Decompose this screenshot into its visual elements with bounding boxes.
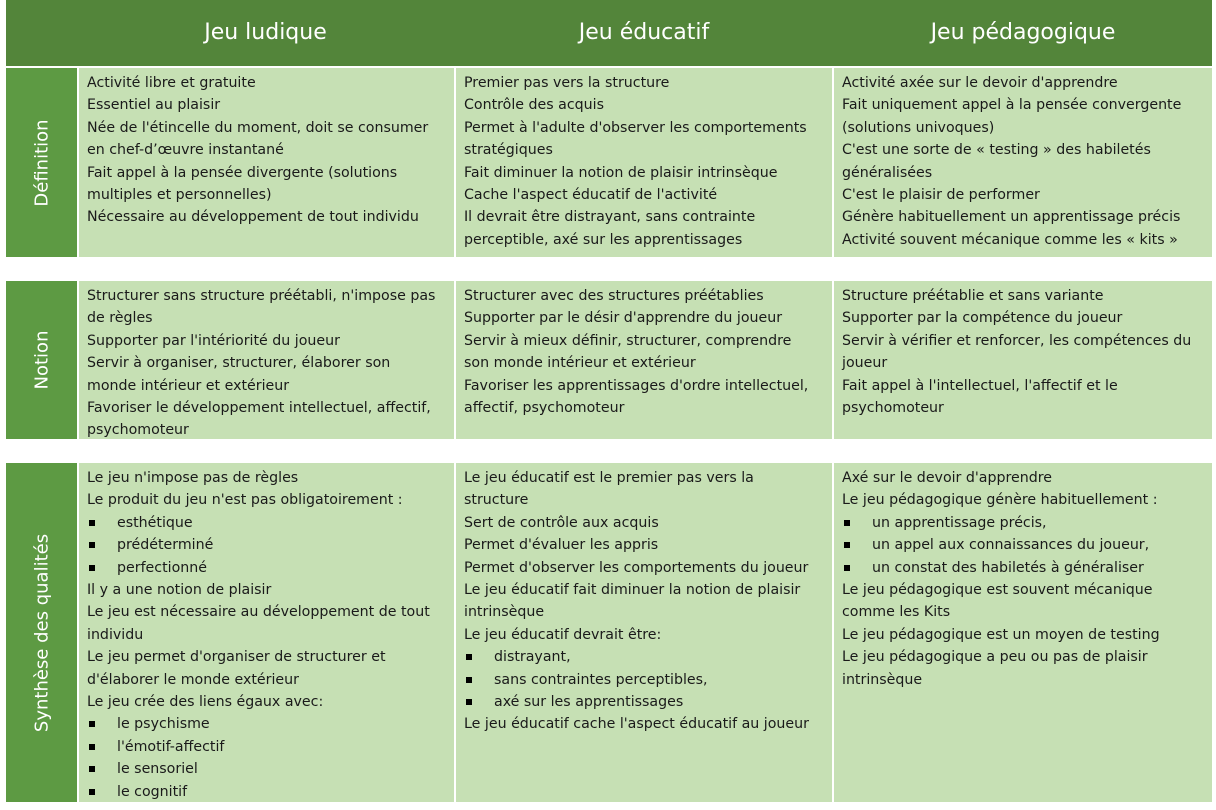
- text-line: Permet d'évaluer les appris: [464, 537, 659, 554]
- text-line: Le jeu pédagogique est souvent mécanique: [842, 582, 1153, 599]
- text-line: Le jeu pédagogique a peu ou pas de plaisir: [842, 649, 1148, 666]
- row-synthese: [6, 463, 1212, 802]
- header-jeu-pedagogique: Jeu pédagogique: [930, 20, 1116, 45]
- bullet-item: un appel aux connaissances du joueur,: [842, 534, 1206, 556]
- text-line: Génère habituellement un apprentissage précis: [842, 209, 1181, 226]
- text-line: Fait uniquement appel à la pensée convergente: [842, 97, 1182, 114]
- text-line: Supporter par le désir d'apprendre du joueur: [464, 310, 783, 327]
- text-line: Fait appel à l'intellectuel, l'affectif et le: [842, 377, 1118, 394]
- text-line: Structurer sans structure préétabli, n'impose pas: [87, 288, 436, 304]
- text-line: psychomoteur: [87, 422, 189, 439]
- text-line: Le produit du jeu n'est pas obligatoirement :: [87, 492, 403, 509]
- bullet-item: perfectionné: [87, 557, 448, 579]
- cell-definition-educatif: [456, 68, 832, 257]
- text-line: individu: [87, 626, 144, 643]
- bullet-item: un apprentissage précis,: [842, 512, 1206, 534]
- text-line: de règles: [87, 310, 153, 327]
- text-line: Favoriser le développement intellectuel, affectif,: [87, 400, 431, 417]
- cell-notion-ludique: [79, 281, 454, 439]
- header-jeu-educatif: Jeu éducatif: [578, 20, 710, 45]
- text-line: Née de l'étincelle du moment, doit se consumer: [87, 119, 429, 136]
- row-label-cell: [6, 463, 77, 802]
- text-line: d'élaborer le monde extérieur: [87, 671, 299, 688]
- row-definition: [6, 68, 1212, 257]
- text-line: son monde intérieur et extérieur: [464, 355, 696, 372]
- text-line: Servir à mieux définir, structurer, comprendre: [464, 332, 792, 349]
- text-line: Premier pas vers la structure: [464, 75, 670, 91]
- text-line: Servir à organiser, structurer, élaborer son: [87, 355, 391, 372]
- text-line: Le jeu éducatif devrait être:: [464, 626, 662, 643]
- bullet-item: le cognitif: [87, 781, 448, 803]
- text-line: Le jeu éducatif est le premier pas vers la: [464, 470, 754, 486]
- text-line: Permet à l'adulte d'observer les comportements: [464, 119, 807, 136]
- text-line: Essentiel au plaisir: [87, 97, 221, 114]
- row-label-cell: [6, 281, 77, 439]
- text-line: multiples et personnelles): [87, 187, 272, 204]
- bullet-item: l'émotif-affectif: [87, 736, 448, 758]
- text-line: Structure préétablie et sans variante: [842, 288, 1104, 304]
- text-line: généralisées: [842, 164, 933, 181]
- text-line: Le jeu est nécessaire au développement de tout: [87, 604, 430, 621]
- text-line: joueur: [842, 355, 888, 372]
- cell-notion-pedagogique: [834, 281, 1212, 439]
- text-line: Activité axée sur le devoir d'apprendre: [842, 75, 1118, 91]
- cell-definition-pedagogique: [834, 68, 1212, 257]
- cell-definition-ludique: [79, 68, 454, 257]
- text-line: Fait diminuer la notion de plaisir intrinsèque: [464, 164, 778, 181]
- cell-synthese-ludique: [79, 463, 454, 802]
- bullet-item: distrayant,: [464, 646, 826, 668]
- table-header: [6, 0, 1212, 66]
- row-label-cell: [6, 68, 77, 257]
- bullet-item: un constat des habiletés à généraliser: [842, 557, 1206, 579]
- text-line: affectif, psychomoteur: [464, 400, 625, 417]
- text-line: Il y a une notion de plaisir: [87, 582, 272, 599]
- text-line: psychomoteur: [842, 400, 944, 417]
- text-line: monde intérieur et extérieur: [87, 377, 290, 394]
- row-label: Notion: [31, 330, 52, 390]
- text-line: Activité souvent mécanique comme les « kits »: [842, 231, 1178, 248]
- text-line: Sert de contrôle aux acquis: [464, 514, 659, 531]
- text-line: Le jeu n'impose pas de règles: [87, 470, 299, 486]
- row-notion: [6, 281, 1212, 439]
- row-label: Définition: [31, 118, 52, 207]
- text-line: Activité libre et gratuite: [87, 75, 256, 91]
- header-jeu-ludique: Jeu ludique: [204, 20, 327, 45]
- text-line: Le jeu pédagogique est un moyen de testing: [842, 626, 1160, 643]
- text-line: C'est une sorte de « testing » des habiletés: [842, 142, 1151, 159]
- text-line: Fait appel à la pensée divergente (solutions: [87, 164, 398, 181]
- cell-notion-educatif: [456, 281, 832, 439]
- text-line: en chef-d’œuvre instantané: [87, 142, 284, 159]
- bullet-item: esthétique: [87, 512, 448, 534]
- text-line: Cache l'aspect éducatif de l'activité: [464, 187, 718, 204]
- text-line: Permet d'observer les comportements du joueur: [464, 559, 809, 576]
- text-line: comme les Kits: [842, 604, 951, 621]
- cell-synthese-pedagogique: [834, 463, 1212, 802]
- text-line: Servir à vérifier et renforcer, les compétences du: [842, 332, 1192, 349]
- bullet-item: le sensoriel: [87, 758, 448, 780]
- text-line: intrinsèque: [464, 604, 545, 621]
- row-label: Synthèse des qualités: [31, 533, 52, 732]
- text-line: C'est le plaisir de performer: [842, 187, 1040, 204]
- text-line: intrinsèque: [842, 671, 923, 688]
- text-line: Le jeu éducatif fait diminuer la notion de plaisir: [464, 582, 801, 599]
- text-line: Le jeu pédagogique génère habituellement :: [842, 492, 1158, 509]
- bullet-item: prédéterminé: [87, 534, 448, 556]
- text-line: Supporter par l'intériorité du joueur: [87, 332, 340, 349]
- text-line: Supporter par la compétence du joueur: [842, 310, 1123, 327]
- text-line: Le jeu crée des liens égaux avec:: [87, 694, 324, 711]
- bullet-item: le psychisme: [87, 713, 448, 735]
- bullet-item: sans contraintes perceptibles,: [464, 669, 826, 691]
- text-line: Axé sur le devoir d'apprendre: [842, 470, 1053, 486]
- text-line: Il devrait être distrayant, sans contrainte: [464, 209, 756, 226]
- text-line: Le jeu éducatif cache l'aspect éducatif au joueur: [464, 716, 809, 733]
- text-line: Nécessaire au développement de tout individu: [87, 209, 419, 226]
- text-line: Le jeu permet d'organiser de structurer et: [87, 649, 386, 666]
- text-line: (solutions univoques): [842, 119, 995, 136]
- text-line: structure: [464, 492, 529, 509]
- text-line: stratégiques: [464, 142, 553, 159]
- text-line: Favoriser les apprentissages d'ordre intellectuel,: [464, 377, 809, 394]
- cell-synthese-educatif: [456, 463, 832, 802]
- text-line: Contrôle des acquis: [464, 97, 604, 114]
- text-line: perceptible, axé sur les apprentissages: [464, 231, 743, 248]
- text-line: Structurer avec des structures préétablies: [464, 288, 764, 304]
- bullet-item: axé sur les apprentissages: [464, 691, 826, 713]
